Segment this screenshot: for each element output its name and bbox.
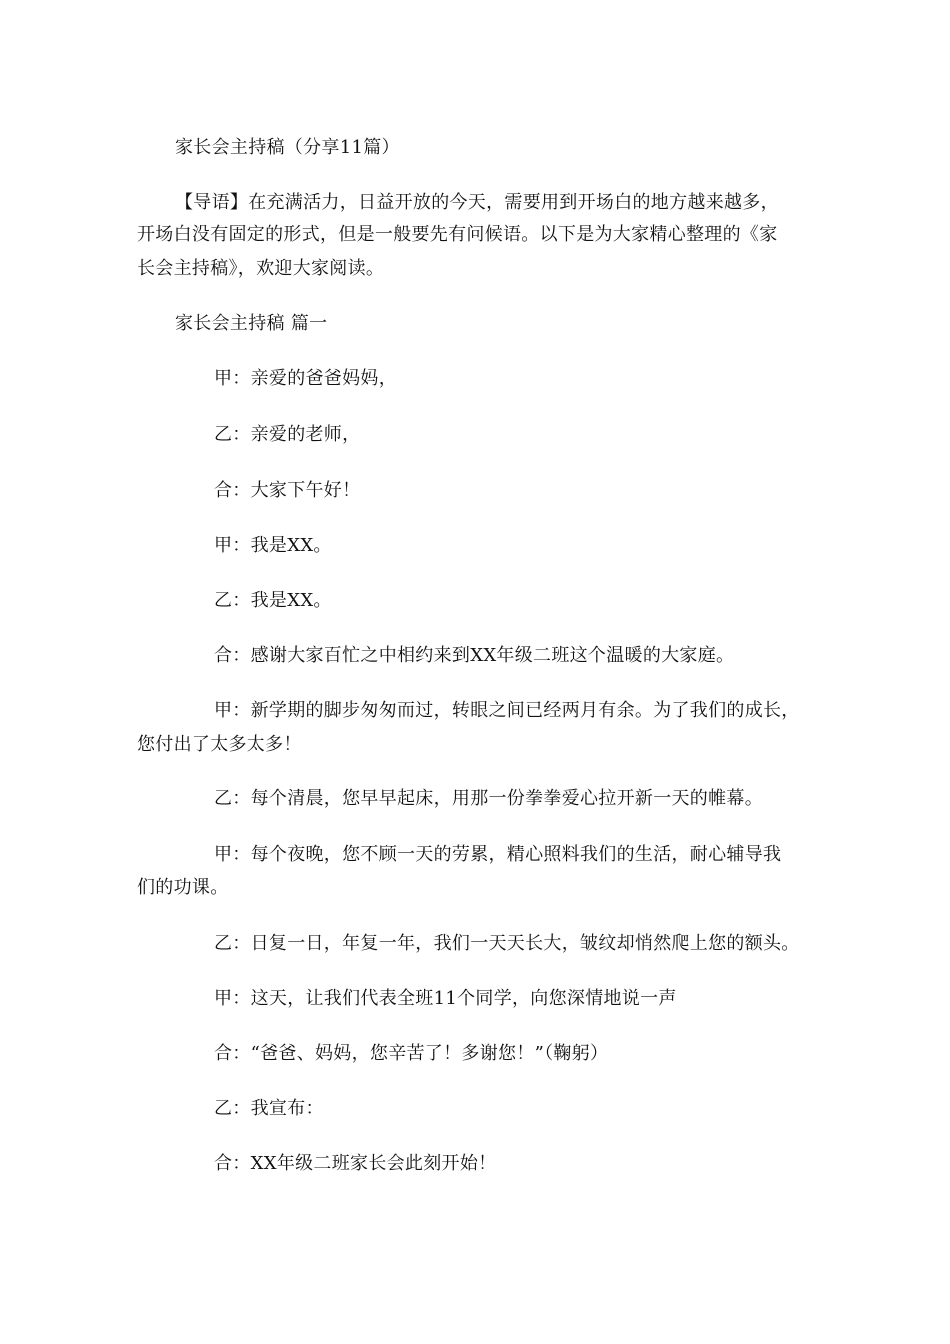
dialogue-line: 合：XX年级二班家长会此刻开始！ bbox=[214, 1153, 497, 1174]
document-title: 家长会主持稿（分享11篇） bbox=[175, 137, 400, 158]
intro-line-1: 【导语】在充满活力，日益开放的今天，需要用到开场白的地方越来越多， bbox=[175, 192, 779, 213]
dialogue-line: 乙：我是XX。 bbox=[214, 590, 332, 611]
dialogue-line: 乙：亲爱的老师， bbox=[214, 424, 361, 445]
dialogue-line: 乙：日复一日，年复一年，我们一天天长大，皱纹却悄然爬上您的额头。 bbox=[214, 933, 800, 954]
dialogue-line: 甲：我是XX。 bbox=[214, 535, 332, 556]
intro-line-2: 开场白没有固定的形式，但是一般要先有问候语。以下是为大家精心整理的《家 bbox=[137, 224, 778, 245]
dialogue-line: 合：感谢大家百忙之中相约来到XX年级二班这个温暖的大家庭。 bbox=[214, 645, 735, 666]
intro-line-3: 长会主持稿》，欢迎大家阅读。 bbox=[137, 258, 385, 279]
dialogue-line: 甲：亲爱的爸爸妈妈， bbox=[214, 368, 397, 389]
dialogue-line: 合：大家下午好！ bbox=[214, 480, 361, 501]
dialogue-line: 合：“爸爸、妈妈，您辛苦了！多谢您！”（鞠躬） bbox=[214, 1043, 609, 1064]
dialogue-line: 甲：这天，让我们代表全班11个同学，向您深情地说一声 bbox=[214, 988, 677, 1009]
dialogue-line-continued: 您付出了太多太多！ bbox=[137, 734, 302, 755]
dialogue-line-continued: 们的功课。 bbox=[137, 877, 229, 898]
dialogue-line: 甲：每个夜晚，您不顾一天的劳累，精心照料我们的生活，耐心辅导我 bbox=[214, 844, 782, 865]
dialogue-line: 乙：我宣布： bbox=[214, 1098, 324, 1119]
dialogue-line: 乙：每个清晨，您早早起床，用那一份拳拳爱心拉开新一天的帷幕。 bbox=[214, 788, 763, 809]
section-heading: 家长会主持稿 篇一 bbox=[175, 313, 328, 334]
dialogue-line: 甲：新学期的脚步匆匆而过，转眼之间已经两月有余。为了我们的成长， bbox=[214, 700, 800, 721]
